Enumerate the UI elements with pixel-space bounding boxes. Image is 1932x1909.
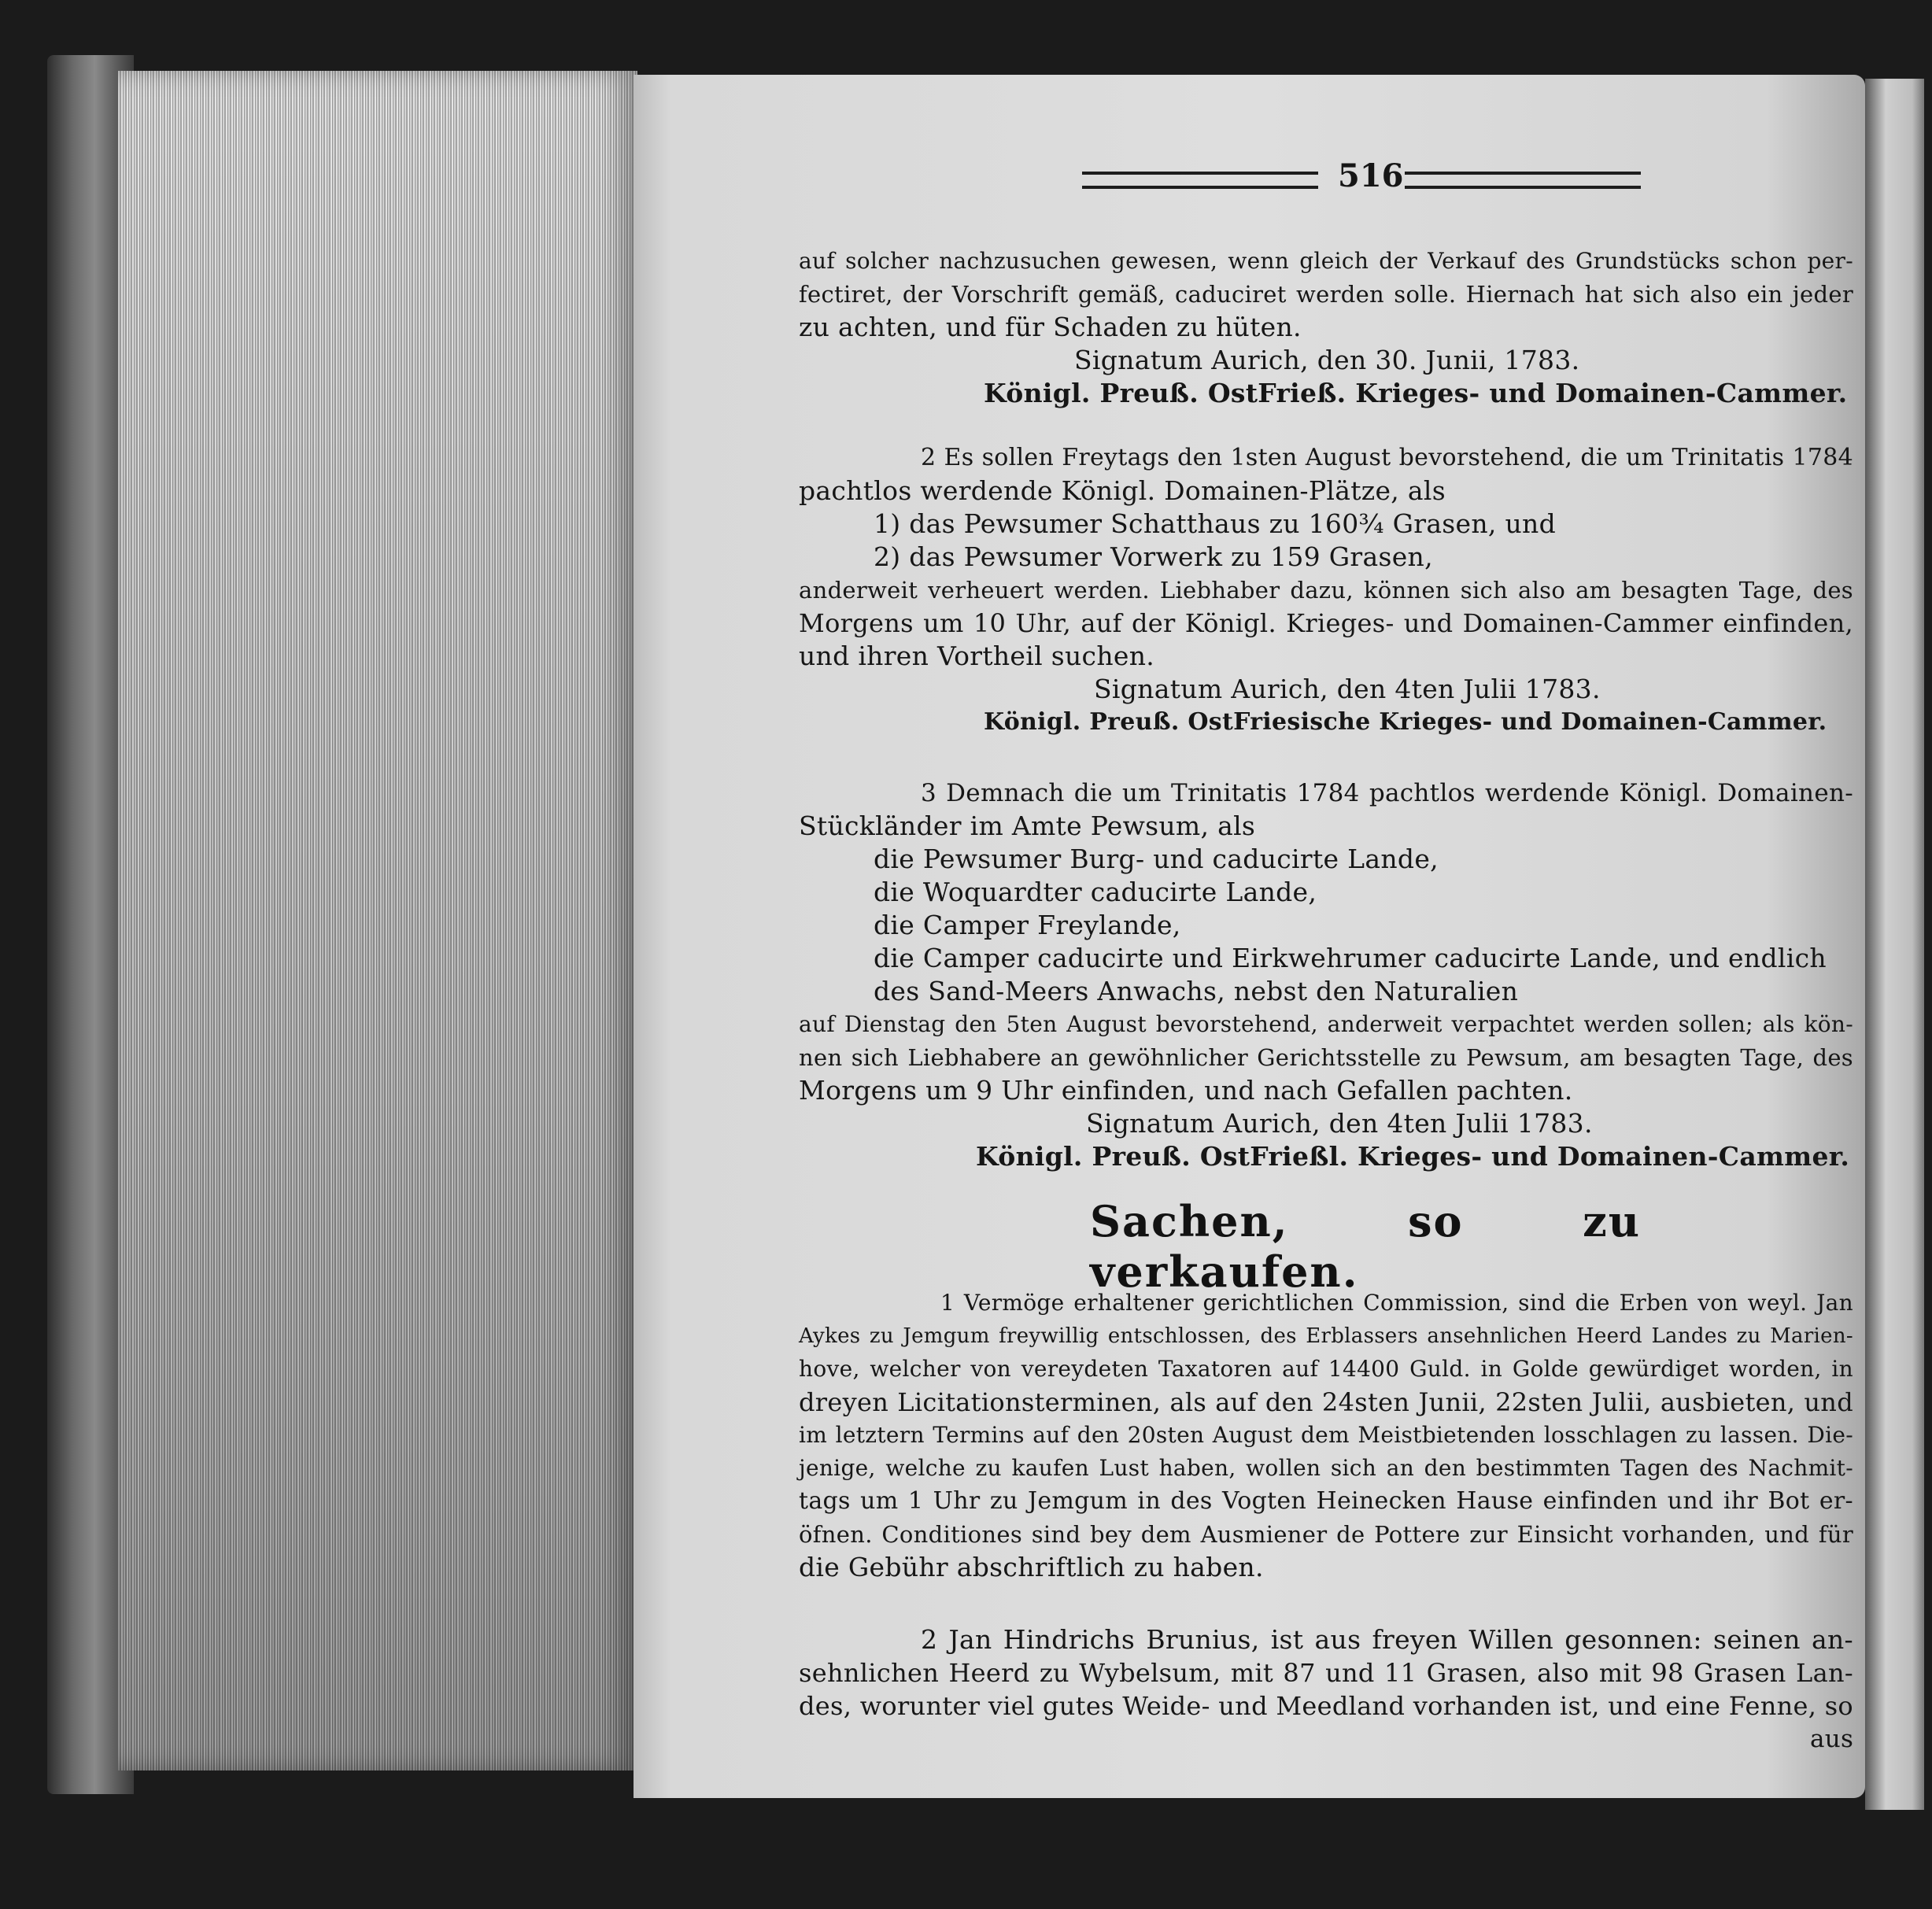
text-line: tags um 1 Uhr zu Jemgum in des Vogten Heinecken Hause einfinden und ihr Bot er- (799, 1487, 1853, 1515)
text-line: des, worunter viel gutes Weide- und Meedland vorhanden ist, und eine Fenne, so (799, 1691, 1853, 1721)
text-line: zu achten, und für Schaden zu hüten. (799, 312, 1302, 342)
authority-line: Königl. Preuß. OstFriesische Krieges- und Domainen-Cammer. (984, 708, 1827, 736)
signature-line: Signatum Aurich, den 30. Junii, 1783. (1074, 345, 1580, 375)
text-line: anderweit verheuert werden. Liebhaber dazu, können sich also am besagten Tage, des (799, 577, 1853, 604)
text-line: dreyen Licitationsterminen, als auf den 24sten Junii, 22sten Julii, ausbieten, und (799, 1387, 1853, 1417)
text-line: jenige, welche zu kaufen Lust haben, wollen sich an den bestimmten Tagen des Nachmit- (799, 1455, 1853, 1481)
page-number: 516 (1338, 157, 1404, 194)
header-rule-left (1082, 172, 1318, 189)
authority-line: Königl. Preuß. OstFrieß. Krieges- und Domainen-Cammer. (984, 378, 1848, 408)
text-line: fectiret, der Vorschrift gemäß, caduciret werden solle. Hiernach hat sich also ein jeder (799, 281, 1853, 308)
list-item: die Camper caducirte und Eirkwehrumer caducirte Lande, und endlich (874, 943, 1827, 973)
text-line: 3 Demnach die um Trinitatis 1784 pachtlos werdende Königl. Domainen- (921, 779, 1853, 807)
text-line: pachtlos werdende Königl. Domainen-Plätze, als (799, 475, 1446, 506)
text-line: Stückländer im Amte Pewsum, als (799, 810, 1256, 841)
list-item: 2) das Pewsumer Vorwerk zu 159 Grasen, (874, 541, 1433, 572)
text-line: 2 Jan Hindrichs Brunius, ist aus freyen Willen gesonnen: seinen an- (921, 1624, 1853, 1655)
page-edges-shade (118, 71, 637, 1771)
signature-line: Signatum Aurich, den 4ten Julii 1783. (1094, 674, 1601, 704)
list-item: die Woquardter caducirte Lande, (874, 877, 1317, 907)
text-line: im letztern Termins auf den 20sten August dem Meistbietenden losschlagen zu lassen. Die- (799, 1422, 1853, 1448)
list-item: die Camper Freylande, (874, 910, 1181, 940)
text-line: auf solcher nachzusuchen gewesen, wenn gleich der Verkauf des Grundstücks schon per- (799, 248, 1853, 274)
text-line: sehnlichen Heerd zu Wybelsum, mit 87 und 11 Grasen, also mit 98 Grasen Lan- (799, 1658, 1853, 1688)
signature-line: Signatum Aurich, den 4ten Julii 1783. (1086, 1108, 1593, 1139)
facing-page-edge (1865, 79, 1924, 1810)
text-line: öfnen. Conditiones sind bey dem Ausmiener de Pottere zur Einsicht vorhanden, und für (799, 1521, 1853, 1548)
text-line: nen sich Liebhabere an gewöhnlicher Gerichtsstelle zu Pewsum, am besagten Tage, des (799, 1044, 1853, 1071)
text-line: auf Dienstag den 5ten August bevorstehend, anderweit verpachtet werden sollen; als kön- (799, 1011, 1853, 1037)
text-line: Morgens um 9 Uhr einfinden, und nach Gefallen pachten. (799, 1075, 1573, 1106)
section-heading: Sachen, so zu verkaufen. (1090, 1196, 1641, 1297)
list-item: die Pewsumer Burg- und caducirte Lande, (874, 844, 1439, 874)
page-header (1082, 157, 1688, 197)
text-line: hove, welcher von vereydeten Taxatoren auf 14400 Guld. in Golde gewürdiget worden, in (799, 1356, 1853, 1382)
list-item: des Sand-Meers Anwachs, nebst den Naturalien (874, 976, 1519, 1006)
text-line: 1 Vermöge erhaltener gerichtlichen Commission, sind die Erben von weyl. Jan (940, 1290, 1853, 1316)
text-line: 2 Es sollen Freytags den 1sten August bevorstehend, die um Trinitatis 1784 (921, 444, 1853, 471)
list-item: 1) das Pewsumer Schatthaus zu 160¾ Grasen, und (874, 508, 1557, 539)
authority-line: Königl. Preuß. OstFrießl. Krieges- und Domainen-Cammer. (976, 1141, 1850, 1172)
text-line: Morgens um 10 Uhr, auf der Königl. Krieges- und Domainen-Cammer einfinden, (799, 608, 1853, 638)
text-line: die Gebühr abschriftlich zu haben. (799, 1552, 1264, 1582)
header-rule-right (1405, 172, 1641, 189)
text-line: und ihren Vortheil suchen. (799, 641, 1155, 671)
text-line: Aykes zu Jemgum freywillig entschlossen, des Erblassers ansehnlichen Heerd Landes zu Marien- (799, 1324, 1853, 1348)
catchword: aus (1810, 1725, 1854, 1753)
